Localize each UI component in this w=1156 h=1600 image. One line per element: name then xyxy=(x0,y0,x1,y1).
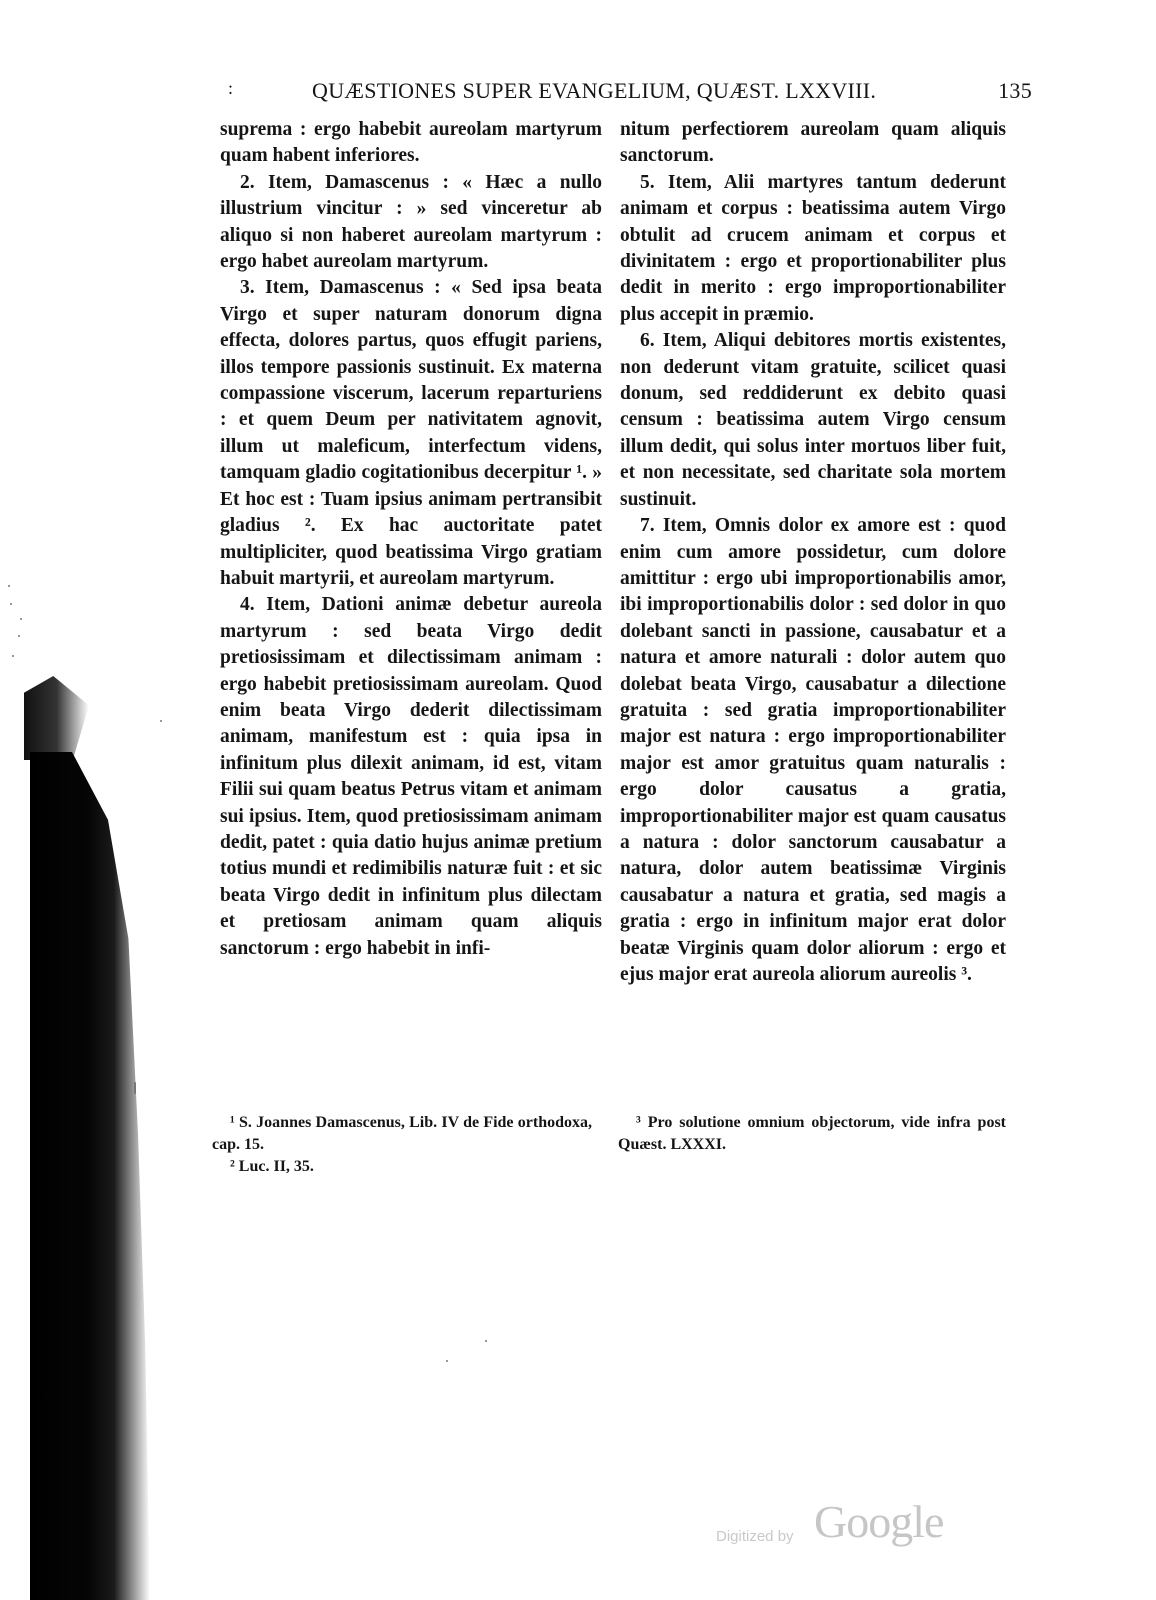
left-column xyxy=(220,117,602,962)
right-column xyxy=(620,117,1006,988)
footnote: ² Luc. II, 35. xyxy=(230,1158,314,1175)
watermark-brand: Google xyxy=(814,1496,944,1547)
scanned-binding-edge xyxy=(0,0,170,1600)
footnotes-left xyxy=(212,1112,592,1178)
footnotes-right xyxy=(618,1112,1006,1156)
watermark-label: Digitized by xyxy=(716,1528,794,1545)
right-paragraph: 5. Item, Alii martyres tantum dederunt animam et corpus : beatissima autem Virgo obtulit ad crucem animam et corpus et divinitatem : ergo et proportionabiliter plus dedit in merito : ergo improportionabiliter plus accepit in præmio. xyxy=(620,171,1006,325)
binding-shadow-upper xyxy=(24,676,89,760)
scan-speck xyxy=(134,1082,136,1094)
scan-speck xyxy=(12,655,14,657)
scan-speck xyxy=(446,1360,448,1362)
right-paragraph: 7. Item, Omnis dolor ex amore est : quod enim cum amore possidetur, cum dolore amittitur : ergo ubi improportionabilis amor, ibi improportionabilis dolor : sed dolor in quo dolebant sancti in passione, causabatur et a natura et amore naturali : dolor autem quo dolebat beata Virgo, causabatur a dilectione gratuita : sed gratia improportionabiliter major est natura : ergo improportionabiliter major est amor gratuitus quam naturalis : ergo dolor causatus a gratia, improportionabiliter major est quam causatus a natura : dolor sanctorum causabatur a natura, dolor autem beatissimæ Virginis causabatur a natura et gratia, sed magis a gratia : ergo in infinitum major erat dolor beatæ Virginis quam dolor aliorum : ergo et ejus major erat aureola aliorum aureolis ³. xyxy=(620,515,1006,985)
digitized-watermark xyxy=(716,1495,946,1555)
right-paragraph: nitum perfectiorem aureolam quam aliquis sanctorum. xyxy=(620,119,1006,167)
left-paragraph: 4. Item, Dationi animæ debetur aureola martyrum : sed beata Virgo dedit pretiosissimam et dilectissimam animam : ergo habebit pretiosissimam aureolam. Quod enim beata Virgo dederit dilectissimam animam, manifestum est : quia ipsa in infinitum plus dilexit animam, id est, vitam Filii sui quam beatus Petrus vitam et animam sui ipsius. Item, quod pretiosissimam animam dedit, patet : quia datio hujus animæ pretium totius mundi et redimibilis naturæ fuit : et sic beata Virgo dedit in infinitum plus dilectam et pretiosam animam quam aliquis sanctorum : ergo habebit in infi- xyxy=(220,594,602,959)
left-paragraph: suprema : ergo habebit aureolam martyrum quam habent inferiores. xyxy=(220,119,602,167)
scan-speck xyxy=(20,618,22,620)
scan-speck xyxy=(160,720,162,722)
scan-speck xyxy=(10,603,12,605)
header-mark: : xyxy=(228,78,234,98)
scan-speck xyxy=(485,1340,487,1342)
right-paragraph: 6. Item, Aliqui debitores mortis existentes, non dederunt vitam gratuite, scilicet quasi donum, sed reddiderunt ex debito quasi censum : beatissima autem Virgo censum illum dedit, qui solus inter mortuos liber fuit, et non necessitate, sed charitate sola mortem sustinuit. xyxy=(620,330,1006,510)
scan-speck xyxy=(8,585,10,587)
left-paragraph: 2. Item, Damascenus : « Hæc a nullo illustrium vincitur : » sed vinceretur ab aliquo si non haberet aureolam martyrum : ergo habet aureolam martyrum. xyxy=(220,171,602,273)
running-title: QUÆSTIONES SUPER EVANGELIUM, QUÆST. LXXVIII. xyxy=(312,78,877,103)
footnote: ³ Pro solutione omnium objectorum, vide infra post Quæst. LXXXI. xyxy=(618,1114,1006,1153)
binding-shadow-lower xyxy=(30,752,150,1600)
scan-speck xyxy=(18,635,20,637)
page-number: 135 xyxy=(998,78,1032,103)
left-paragraph: 3. Item, Damascenus : « Sed ipsa beata Virgo et super naturam donorum digna effecta, dolores partus, quos effugit pariens, illos tempore passionis sustinuit. Ex materna compassione viscerum, lacerum reparturiens : et quem Deum per nativitatem agnovit, illum ut maleficum, interfectum videns, tamquam gladio cogitationibus decerpitur ¹. » Et hoc est : Tuam ipsius animam pertransibit gladius ². Ex hac auctoritate patet multipliciter, quod beatissima Virgo gratiam habuit martyrii, et aureolam martyrum. xyxy=(220,277,602,589)
footnote: ¹ S. Joannes Damascenus, Lib. IV de Fide orthodoxa, cap. 15. xyxy=(212,1114,592,1153)
page-header xyxy=(228,78,1036,106)
